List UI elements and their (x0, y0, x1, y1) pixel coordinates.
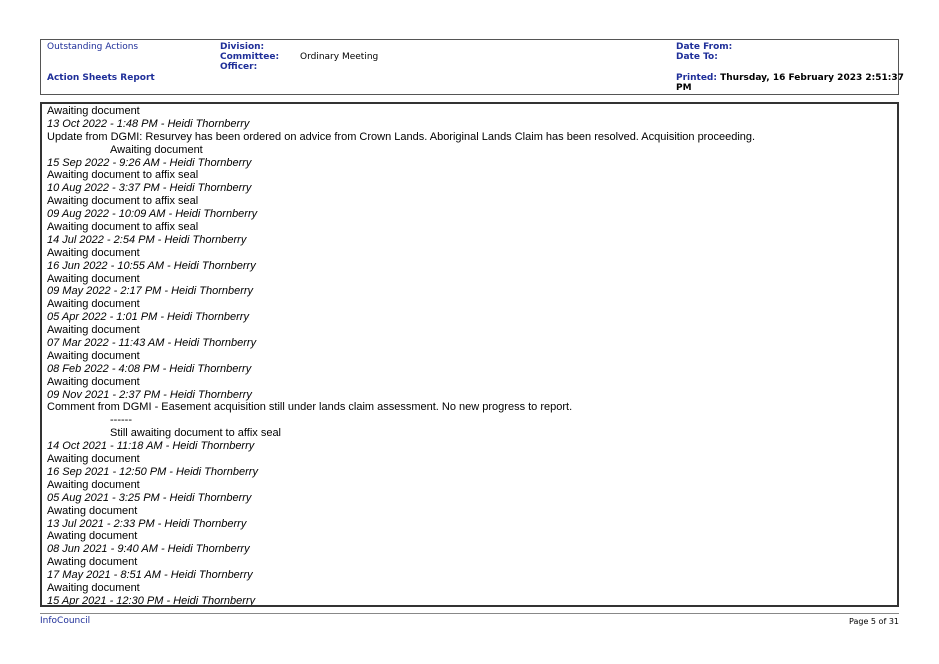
entry-timestamp: 15 Sep 2022 - 9:26 AM - Heidi Thornberry (47, 156, 252, 169)
entry-timestamp: 05 Aug 2021 - 3:25 PM - Heidi Thornberry (47, 491, 252, 504)
entry-timestamp: 14 Jul 2022 - 2:54 PM - Heidi Thornberry (47, 233, 247, 246)
printed-value: Thursday, 16 February 2023 2:51:37 (720, 73, 904, 83)
report-name: Action Sheets Report (47, 73, 155, 83)
entry-text: Awaiting document (47, 581, 140, 594)
entry-timestamp: 07 Mar 2022 - 11:43 AM - Heidi Thornberry (47, 337, 257, 350)
printed-line (676, 73, 904, 84)
entry-timestamp: 09 May 2022 - 2:17 PM - Heidi Thornberry (47, 285, 254, 298)
entry-timestamp: 08 Jun 2021 - 9:40 AM - Heidi Thornberry (47, 543, 250, 556)
entry-timestamp: 09 Aug 2022 - 10:09 AM - Heidi Thornberry (47, 208, 258, 221)
entry-timestamp: 16 Jun 2022 - 10:55 AM - Heidi Thornberry (47, 259, 256, 272)
printed-label: Printed: (676, 73, 717, 83)
officer-label: Officer: (220, 62, 258, 72)
entry-timestamp: 15 Apr 2021 - 12:30 PM - Heidi Thornberry (47, 594, 256, 607)
committee-value: Ordinary Meeting (300, 52, 379, 62)
entry-text: Awaiting document (47, 298, 140, 311)
entry-timestamp: 08 Feb 2022 - 4:08 PM - Heidi Thornberry (47, 362, 252, 375)
entry-timestamp: 16 Sep 2021 - 12:50 PM - Heidi Thornberry (47, 465, 258, 478)
entry-timestamp: 13 Oct 2022 - 1:48 PM - Heidi Thornberry (47, 117, 250, 130)
action-history-box (40, 102, 899, 607)
entry-text: Awaiting document to affix seal (47, 195, 199, 208)
page-number: Page 5 of 31 (849, 617, 899, 626)
footer-divider (40, 613, 899, 614)
date-from-label: Date From: (676, 42, 733, 52)
report-module: Outstanding Actions (47, 42, 139, 52)
entry-text: ------ (110, 414, 132, 427)
entry-text: Awaiting document (47, 478, 140, 491)
entry-text: Awaiting document (47, 272, 140, 285)
entry-timestamp: 14 Oct 2021 - 11:18 AM - Heidi Thornberry (47, 440, 255, 453)
entry-timestamp: 13 Jul 2021 - 2:33 PM - Heidi Thornberry (47, 517, 247, 530)
entry-text: Awating document (47, 530, 138, 543)
entry-text: Awaiting document (47, 105, 140, 117)
printed-value-continued: PM (676, 83, 692, 93)
entry-timestamp: 17 May 2021 - 8:51 AM - Heidi Thornberry (47, 569, 253, 582)
entry-text: Still awaiting document to affix seal (110, 427, 281, 440)
entry-text: Awaiting document (47, 324, 140, 337)
entry-text: Awaiting document (47, 349, 140, 362)
division-label: Division: (220, 42, 265, 52)
entry-text: Awaiting document to affix seal (47, 221, 199, 234)
date-to-label: Date To: (676, 52, 718, 62)
entry-text: Awaiting document (47, 453, 140, 466)
entry-text: Awating document (47, 504, 138, 517)
entry-text: Comment from DGMI - Easement acquisition still under lands claim assessment. No new progress to report. (47, 401, 573, 414)
entry-text: Update from DGMI: Resurvey has been ordered on advice from Crown Lands. Aboriginal Lands Claim has been resolved. Acquisition proceeding. (47, 130, 756, 143)
report-header (40, 39, 904, 95)
entry-timestamp: 09 Nov 2021 - 2:37 PM - Heidi Thornberry (47, 388, 252, 401)
footer-brand: InfoCouncil (40, 616, 91, 626)
entry-text: Awaiting document to affix seal (47, 169, 199, 182)
entry-text: Awaiting document (47, 375, 140, 388)
committee-label: Committee: (220, 52, 280, 62)
entry-timestamp: 05 Apr 2022 - 1:01 PM - Heidi Thornberry (47, 311, 249, 324)
entry-text: Awaiting document (110, 143, 203, 156)
entry-text: Awating document (47, 556, 138, 569)
entry-timestamp: 10 Aug 2022 - 3:37 PM - Heidi Thornberry (47, 182, 252, 195)
entry-text: Awaiting document (47, 246, 140, 259)
